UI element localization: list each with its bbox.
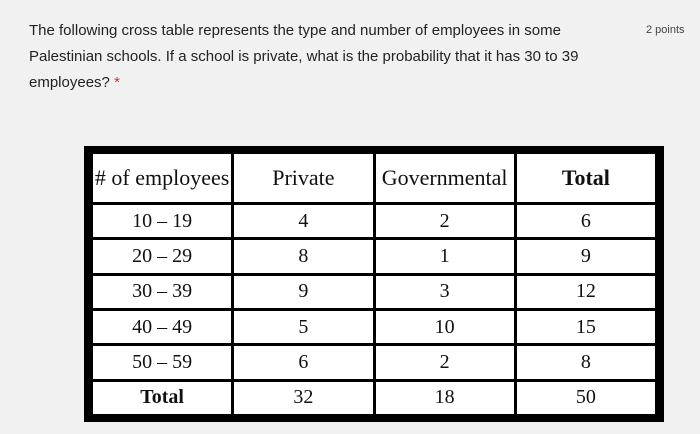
total-cell: 6: [517, 205, 655, 237]
governmental-total: 18: [376, 382, 514, 414]
table-row: [93, 311, 655, 343]
row-label: 40 – 49: [93, 311, 231, 343]
private-cell: 9: [234, 276, 372, 308]
total-cell: 9: [517, 240, 655, 272]
header-private: Private: [234, 154, 372, 202]
total-cell: 15: [517, 311, 655, 343]
table-row: [93, 240, 655, 272]
grand-total: 50: [517, 382, 655, 414]
cross-table-container: [84, 146, 664, 422]
private-cell: 5: [234, 311, 372, 343]
total-row: [93, 382, 655, 414]
private-cell: 4: [234, 205, 372, 237]
header-row: [93, 154, 655, 202]
header-total: Total: [517, 154, 655, 202]
row-label: 20 – 29: [93, 240, 231, 272]
private-cell: 6: [234, 346, 372, 378]
governmental-cell: 10: [376, 311, 514, 343]
cross-table: [90, 151, 658, 417]
question-body: The following cross table represents the type and number of employees in some Palestinian schools. If a school is private, what is the probability that it has 30 to 39 employees?: [29, 22, 579, 91]
governmental-cell: 2: [376, 205, 514, 237]
header-employees: # of employees: [93, 154, 231, 202]
points-label: 2 points: [646, 24, 685, 36]
question-text: [29, 18, 629, 96]
private-cell: 8: [234, 240, 372, 272]
row-label: 10 – 19: [93, 205, 231, 237]
total-label: Total: [93, 382, 231, 414]
governmental-cell: 1: [376, 240, 514, 272]
row-label: 30 – 39: [93, 276, 231, 308]
header-governmental: Governmental: [376, 154, 514, 202]
total-cell: 12: [517, 276, 655, 308]
governmental-cell: 2: [376, 346, 514, 378]
table-row: [93, 276, 655, 308]
private-total: 32: [234, 382, 372, 414]
table-row: [93, 346, 655, 378]
row-label: 50 – 59: [93, 346, 231, 378]
required-marker: *: [114, 74, 120, 91]
total-cell: 8: [517, 346, 655, 378]
table-row: [93, 205, 655, 237]
governmental-cell: 3: [376, 276, 514, 308]
